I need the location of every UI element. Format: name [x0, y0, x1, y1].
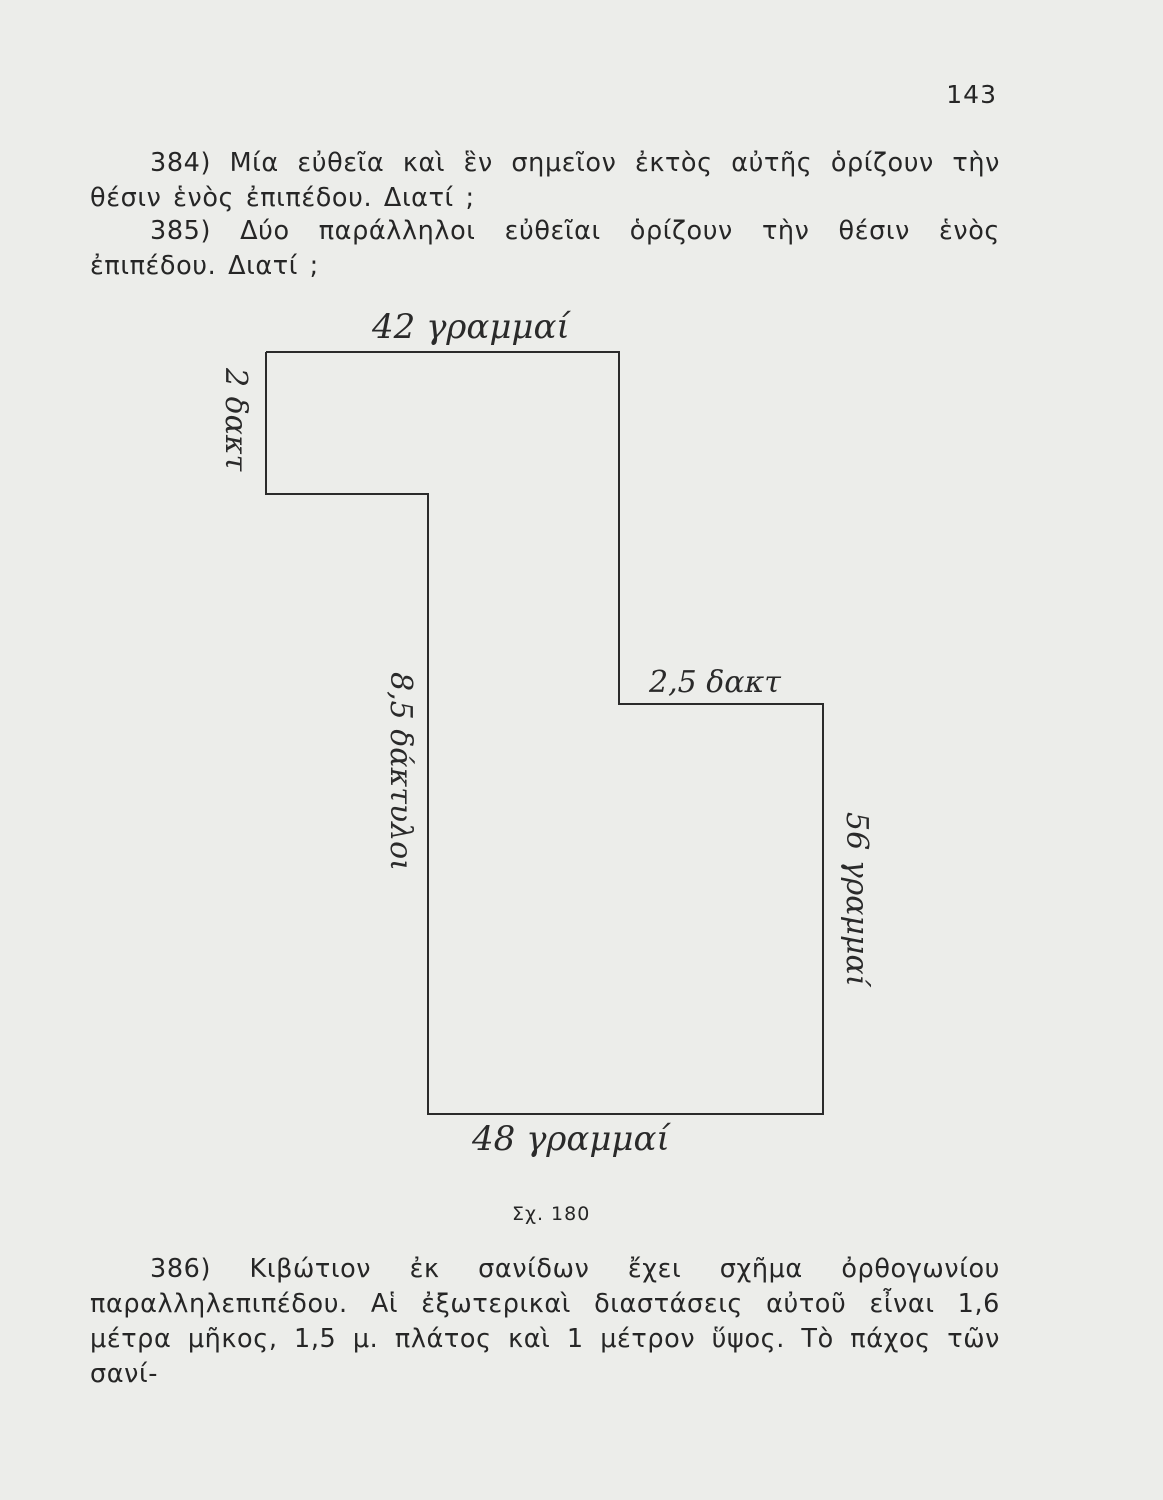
problem-text: Κιβώτιον ἐκ σανίδων ἔχει σχῆμα ὀρθογωνίου παραλληλεπιπέδου. Αἱ ἐξωτερικαὶ διαστάσεις αὐτοῦ εἶναι 1,6 μέτρα μῆκος, 1,5 μ. πλάτος καὶ 1 μέτρον ὕψος. Τὸ πάχος τῶν σανί-: [90, 1254, 1000, 1389]
label-top: 42 γραμμαί: [372, 307, 570, 347]
label-step: 2,5 δακτ: [649, 665, 781, 700]
label-left: 2 δακτ: [218, 368, 253, 472]
label-right: 56 γραμμαί: [839, 812, 874, 987]
page-number: 143: [946, 80, 997, 109]
problem-386: [90, 1252, 1000, 1392]
problem-number: 386): [150, 1254, 212, 1284]
label-bottom: 48 γραμμαί: [472, 1119, 670, 1159]
problem-384: [90, 146, 1000, 216]
label-inner-vertical: 8,5 δάκτυλοι: [383, 672, 418, 871]
problem-number: 385): [150, 216, 212, 246]
problem-text: Μία εὐθεῖα καὶ ἓν σημεῖον ἐκτὸς αὐτῆς ὁρίζουν τὴν θέσιν ἑνὸς ἐπιπέδου. Διατί ;: [90, 148, 1000, 213]
figure-outline: [266, 352, 823, 1114]
problem-385: [90, 214, 1000, 284]
problem-number: 384): [150, 148, 212, 178]
problem-text: Δύο παράλληλοι εὐθεῖαι ὁρίζουν τὴν θέσιν ἑνὸς ἐπιπέδου. Διατί ;: [90, 216, 1000, 281]
figure-caption: Σχ. 180: [512, 1203, 591, 1225]
